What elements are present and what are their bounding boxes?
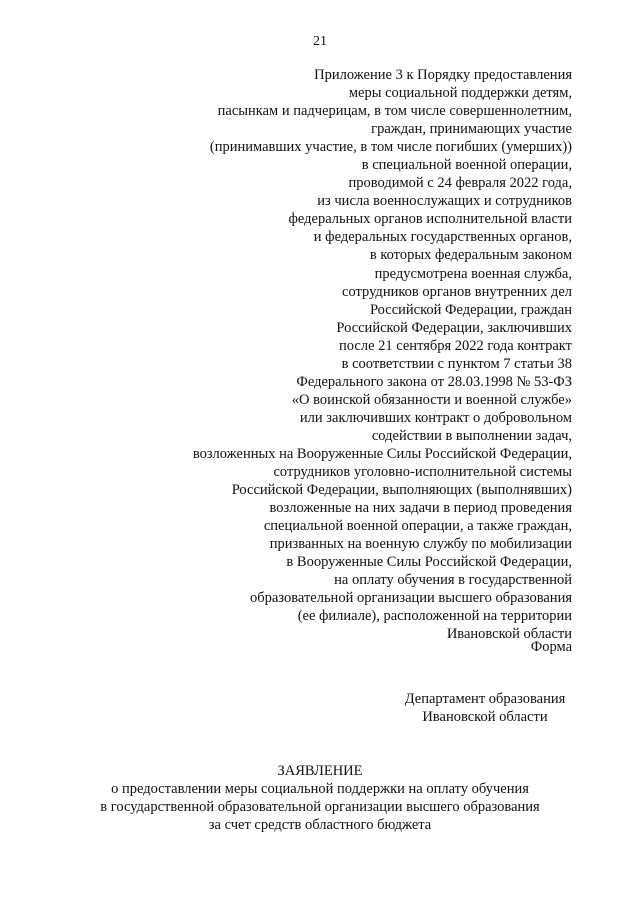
appendix-line: Федерального закона от 28.03.1998 № 53-ФЗ (296, 373, 572, 390)
addressee-region: Ивановской области (422, 709, 548, 725)
appendix-line: предусмотрена военная служба, (374, 265, 572, 282)
appendix-line: после 21 сентября 2022 года контракт (339, 337, 572, 354)
statement-title: ЗАЯВЛЕНИЕ (277, 763, 363, 779)
appendix-line: возложенные на них задачи в период проведения (269, 500, 572, 517)
form-label: Форма (530, 639, 572, 655)
statement-subtitle-line: в государственной образовательной организации высшего образования (100, 799, 540, 815)
appendix-line: Приложение 3 к Порядку предоставления (314, 67, 572, 83)
statement-subtitle-line: за счет средств областного бюджета (208, 817, 432, 833)
appendix-line: специальной военной операции, а также граждан, (263, 518, 572, 535)
appendix-line: меры социальной поддержки детям, (348, 85, 572, 102)
statement-heading (0, 762, 640, 834)
addressee-department: Департамент образования (404, 691, 566, 707)
appendix-line: Российской Федерации, граждан (369, 301, 572, 318)
appendix-line: возложенных на Вооруженные Силы Российской Федерации, (192, 445, 572, 462)
appendix-line: образовательной организации высшего образования (250, 590, 572, 607)
appendix-line: пасынкам и падчерицам, в том числе совершеннолетним, (217, 103, 572, 120)
appendix-line: проводимой с 24 февраля 2022 года, (348, 175, 572, 192)
appendix-line: в соответствии с пунктом 7 статьи 38 (341, 355, 572, 372)
appendix-line: сотрудников органов внутренних дел (342, 283, 572, 300)
appendix-line: на оплату обучения в государственной (334, 572, 572, 589)
appendix-line: (ее филиале), расположенной на территории (297, 608, 572, 625)
addressee-block (360, 690, 610, 726)
appendix-line: Российской Федерации, заключивших (336, 319, 572, 336)
appendix-line: «О воинской обязанности и военной службе» (291, 391, 572, 408)
statement-subtitle-line: о предоставлении меры социальной поддержки на оплату обучения (111, 781, 529, 797)
appendix-line: призванных на военную службу по мобилизации (269, 536, 572, 553)
appendix-line: сотрудников уголовно-исполнительной системы (273, 464, 572, 481)
page-number: 21 (313, 34, 327, 49)
appendix-line: содействии в выполнении задач, (371, 427, 572, 444)
appendix-line: Ивановской области (446, 626, 572, 643)
appendix-line: из числа военнослужащих и сотрудников (317, 193, 572, 210)
appendix-line: (принимавших участие, в том числе погибших (умерших)) (209, 139, 572, 156)
appendix-line: в специальной военной операции, (361, 157, 572, 174)
appendix-line: Российской Федерации, выполняющих (выполнявших) (231, 482, 572, 499)
appendix-line: федеральных органов исполнительной власти (288, 211, 572, 228)
appendix-line: граждан, принимающих участие (371, 121, 572, 138)
appendix-line: и федеральных государственных органов, (313, 229, 572, 246)
appendix-line: в которых федеральным законом (369, 247, 572, 264)
appendix-line: или заключивших контракт о добровольном (299, 409, 572, 426)
appendix-line: в Вооруженные Силы Российской Федерации, (286, 554, 572, 571)
appendix-header (112, 66, 572, 644)
